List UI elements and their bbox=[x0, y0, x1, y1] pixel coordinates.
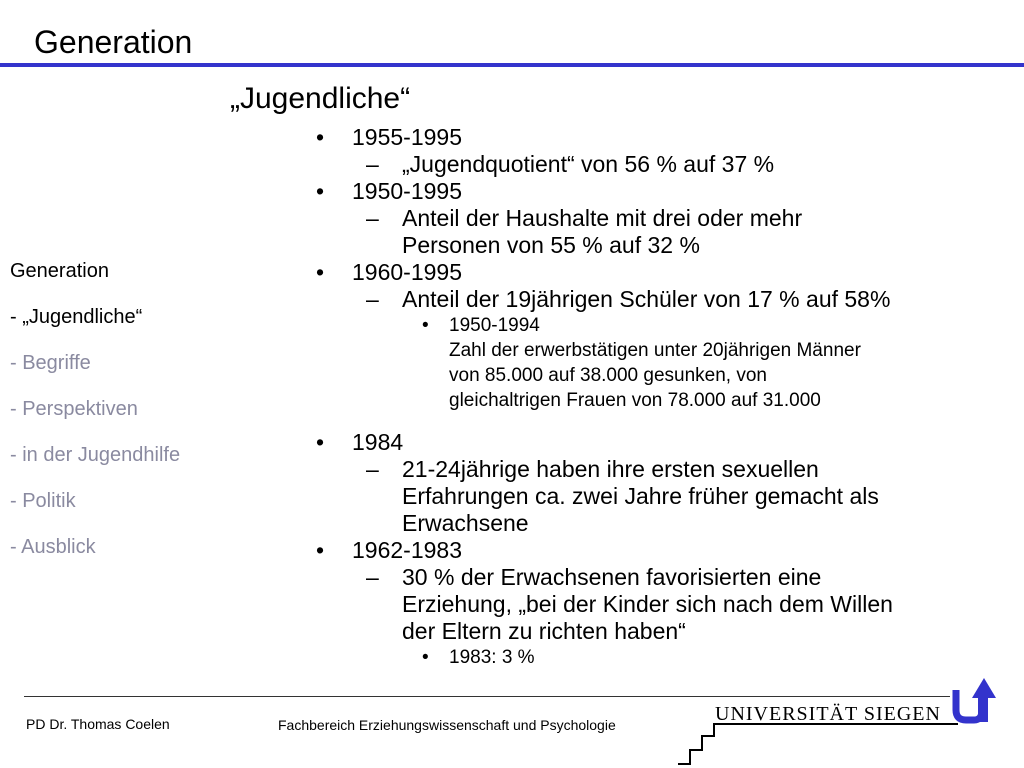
sub-bullet-line: Personen von 55 % auf 32 % bbox=[402, 232, 700, 258]
bullet-heading: 1984 bbox=[352, 429, 404, 455]
bullet-heading: 1950-1995 bbox=[352, 178, 462, 204]
sub-bullet-item bbox=[316, 456, 1016, 537]
sidebar-item-ausblick[interactable]: - Ausblick bbox=[10, 536, 96, 558]
sidebar-heading: Generation bbox=[10, 260, 109, 282]
staircase-decoration-icon bbox=[670, 720, 960, 768]
bullet-dot-icon: • bbox=[316, 259, 325, 285]
sub-bullet-item bbox=[316, 286, 1016, 313]
sub-bullet-text: „Jugendquotient“ von 56 % auf 37 % bbox=[402, 151, 775, 177]
sub-bullet-item bbox=[316, 151, 1016, 178]
bullet-dot-icon: • bbox=[316, 178, 325, 204]
dash-icon: – bbox=[366, 456, 379, 482]
sidebar-nav bbox=[10, 258, 270, 580]
sub-bullet-line: Erwachsene bbox=[402, 510, 529, 536]
dash-icon: – bbox=[366, 151, 379, 177]
footer-author: PD Dr. Thomas Coelen bbox=[26, 716, 170, 732]
sub-bullet-line: Erziehung, „bei der Kinder sich nach dem Willen bbox=[402, 591, 893, 617]
sub-bullet-line: Erfahrungen ca. zwei Jahre früher gemacht als bbox=[402, 483, 879, 509]
dash-icon: – bbox=[366, 286, 379, 312]
spacer bbox=[316, 413, 1016, 429]
sub-bullet-item bbox=[316, 564, 1016, 645]
footer-department: Fachbereich Erziehungswissenschaft und Psychologie bbox=[278, 717, 616, 733]
footer-divider bbox=[24, 696, 950, 697]
bullet-item bbox=[316, 178, 1016, 205]
sub-bullet-item bbox=[316, 205, 1016, 259]
sidebar-item-jugendhilfe[interactable]: - in der Jugendhilfe bbox=[10, 444, 181, 466]
sidebar-item-politik[interactable]: - Politik bbox=[10, 490, 76, 512]
sub-sub-bullet-line: 1950-1994 bbox=[449, 315, 540, 336]
sub-sub-bullet-line: von 85.000 auf 38.000 gesunken, von bbox=[449, 365, 767, 386]
sub-bullet-line: 21-24jährige haben ihre ersten sexuellen bbox=[402, 456, 819, 482]
bullet-dot-icon: • bbox=[316, 124, 325, 150]
sub-bullet-text: Anteil der 19jährigen Schüler von 17 % auf 58% bbox=[402, 286, 891, 312]
bullet-heading: 1962-1983 bbox=[352, 537, 462, 563]
sub-sub-bullet-line: gleichaltrigen Frauen von 78.000 auf 31.000 bbox=[449, 390, 821, 411]
slide-title: Generation bbox=[34, 24, 193, 60]
dash-icon: – bbox=[366, 205, 379, 231]
bullet-dot-icon: • bbox=[422, 315, 429, 336]
bullet-dot-icon: • bbox=[316, 537, 325, 563]
bullet-heading: 1960-1995 bbox=[352, 259, 462, 285]
bullet-item bbox=[316, 124, 1016, 151]
bullet-item bbox=[316, 259, 1016, 286]
bullet-dot-icon: • bbox=[316, 429, 325, 455]
bullet-item bbox=[316, 429, 1016, 456]
sub-sub-bullet-text: 1983: 3 % bbox=[449, 647, 535, 668]
sub-sub-bullet-item bbox=[316, 313, 1016, 413]
slide-subtitle: „Jugendliche“ bbox=[230, 82, 411, 115]
sub-bullet-line: Anteil der Haushalte mit drei oder mehr bbox=[402, 205, 803, 231]
sub-sub-bullet-line: Zahl der erwerbstätigen unter 20jährigen Männer bbox=[449, 340, 861, 361]
title-divider bbox=[0, 63, 1024, 67]
sidebar-item-begriffe[interactable]: - Begriffe bbox=[10, 352, 91, 374]
sidebar-item-jugendliche[interactable]: - „Jugendliche“ bbox=[10, 306, 143, 328]
sub-bullet-line: 30 % der Erwachsenen favorisierten eine bbox=[402, 564, 822, 590]
bullet-dot-icon: • bbox=[422, 647, 429, 668]
sub-sub-bullet-item bbox=[316, 645, 1016, 670]
dash-icon: – bbox=[366, 564, 379, 590]
university-logo-icon bbox=[950, 672, 1000, 724]
university-name: UNIVERSITÄT SIEGEN bbox=[715, 703, 941, 725]
bullet-content bbox=[316, 124, 1016, 670]
sub-bullet-line: der Eltern zu richten haben“ bbox=[402, 618, 686, 644]
bullet-heading: 1955-1995 bbox=[352, 124, 462, 150]
bullet-item bbox=[316, 537, 1016, 564]
sidebar-item-perspektiven[interactable]: - Perspektiven bbox=[10, 398, 138, 420]
